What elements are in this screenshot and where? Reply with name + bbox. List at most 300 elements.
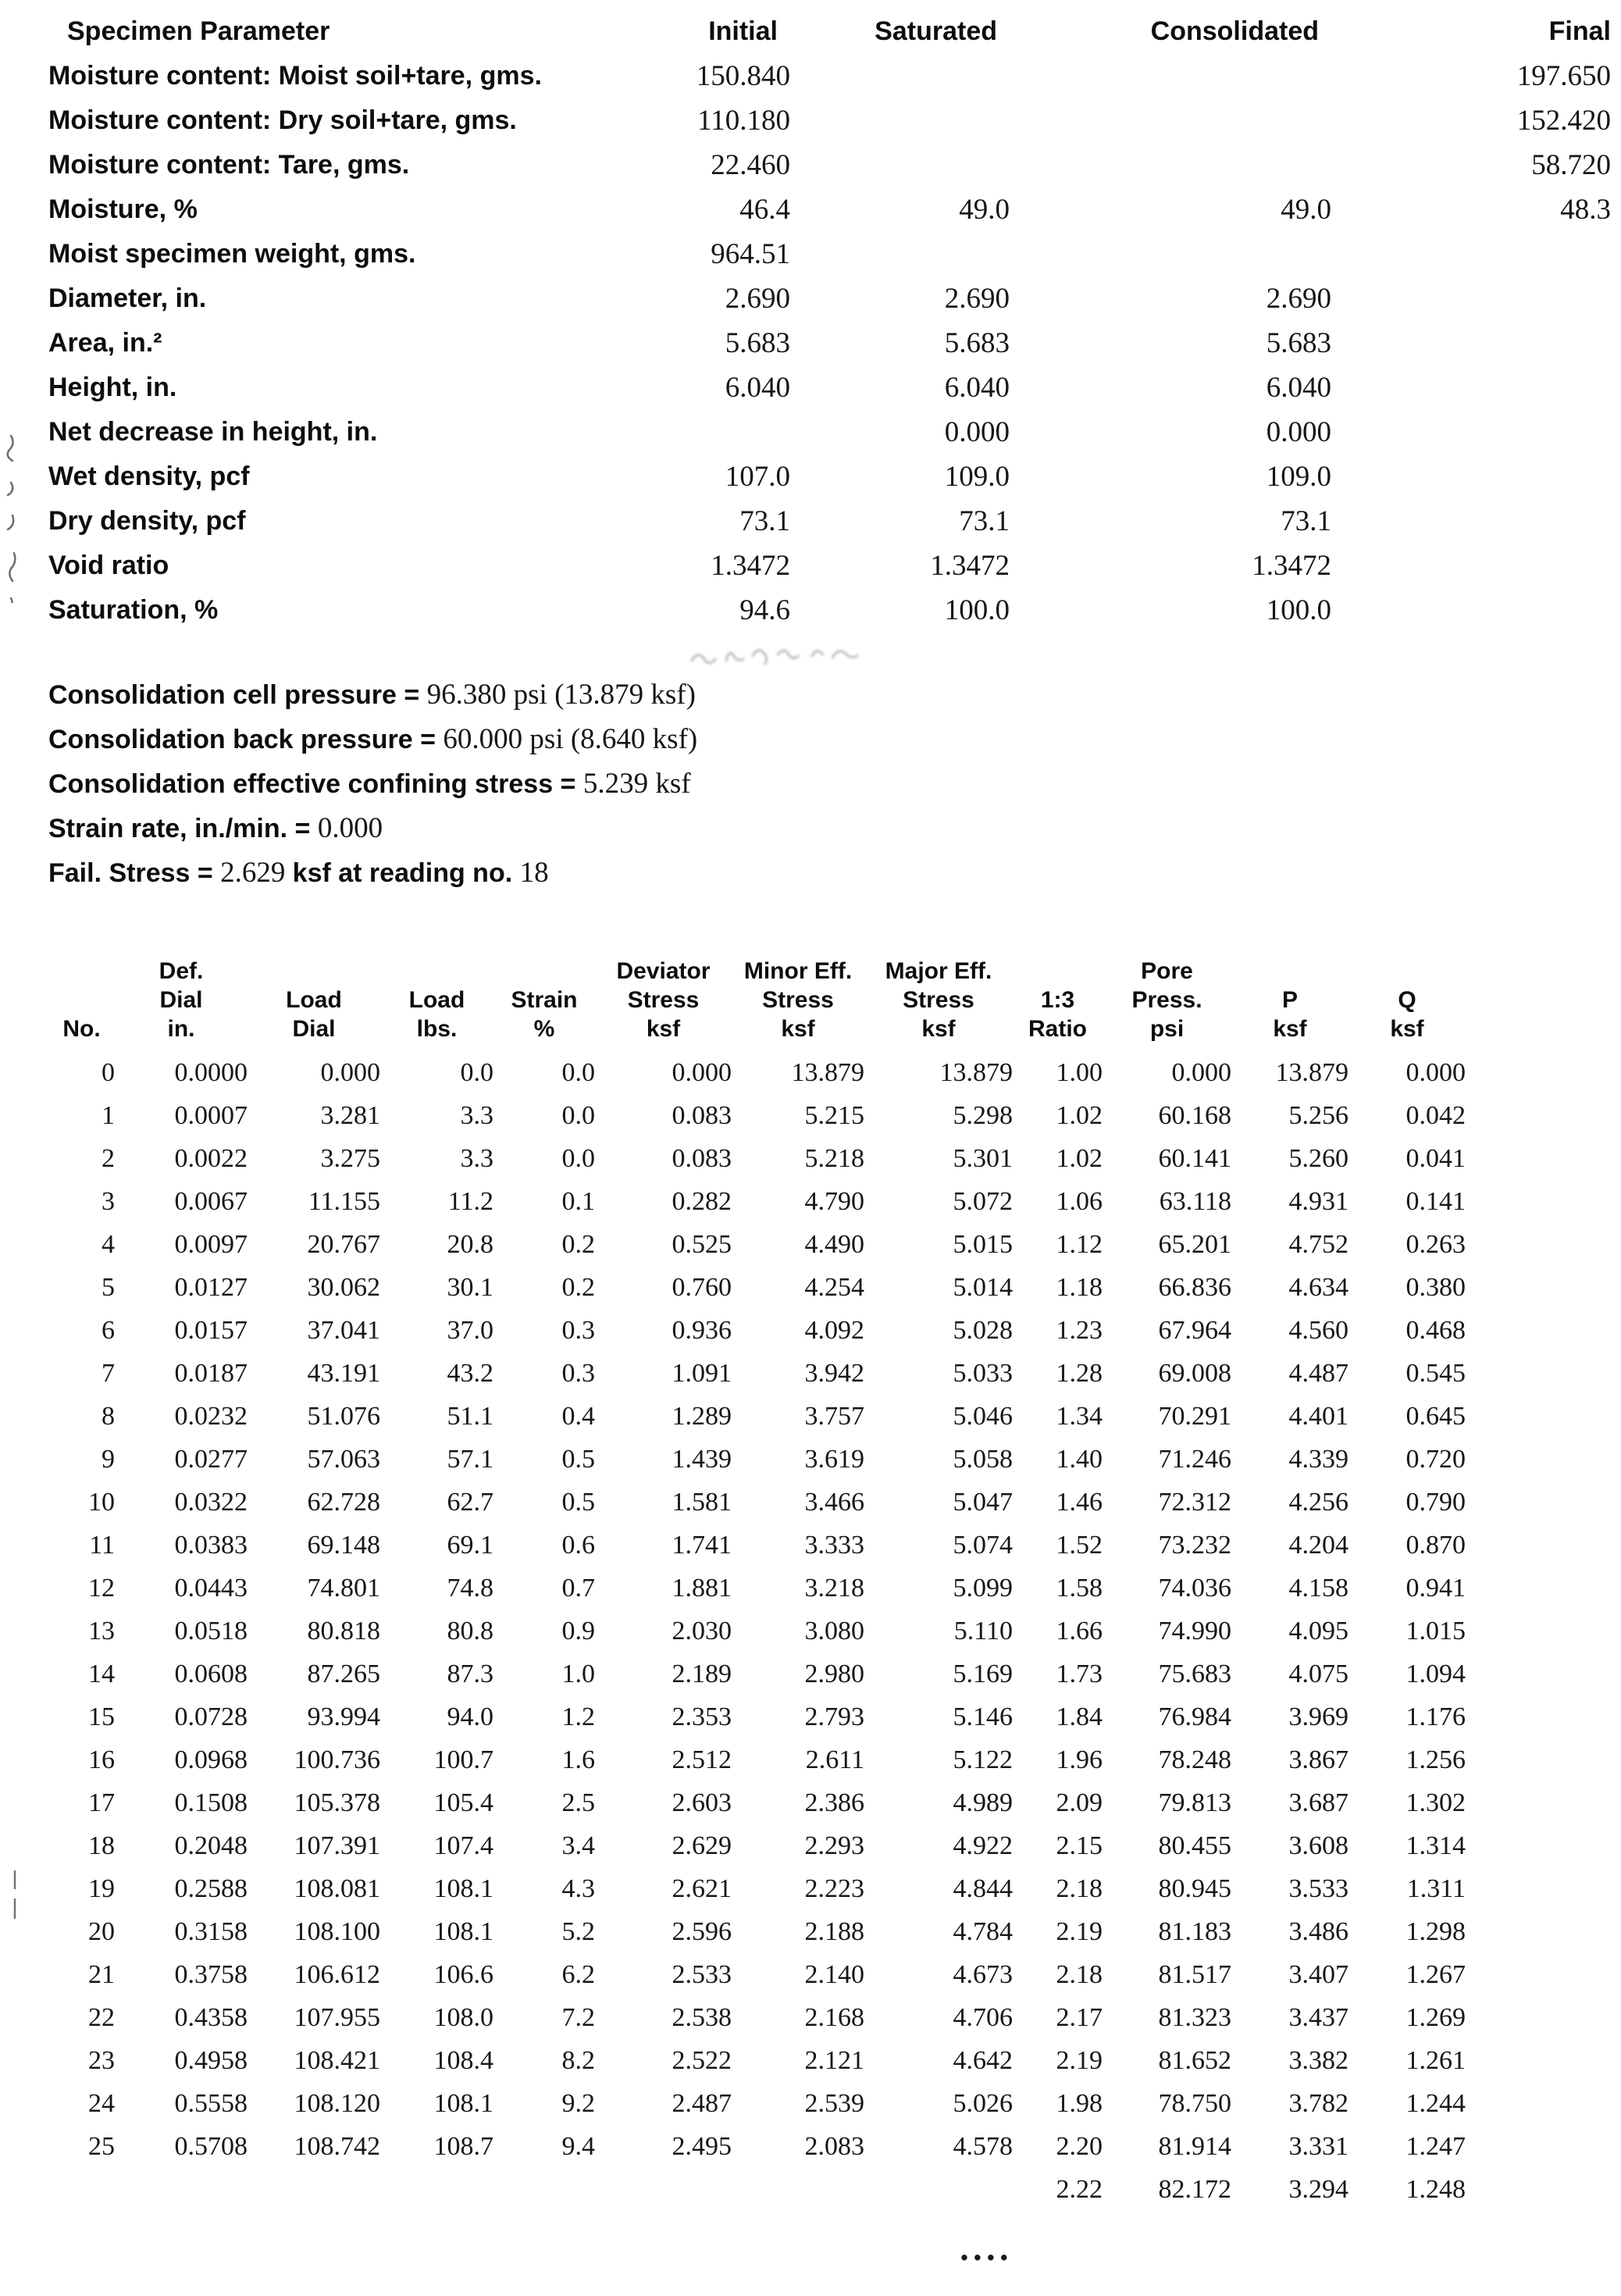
- reading-cell: 3.608: [1288, 1831, 1348, 1860]
- readings-body: [48, 1051, 1466, 2211]
- reading-cell: 2.522: [672, 2045, 732, 2075]
- spec-parameter-label: Moisture content: Moist soil+tare, gms.: [48, 61, 542, 91]
- reading-cell: 4.075: [1288, 1659, 1348, 1688]
- readings-header-row: [48, 957, 1466, 1051]
- readings-column-header: Pore Press. psi: [1131, 958, 1202, 1042]
- reading-cell: 2.09: [1056, 1788, 1103, 1817]
- spec-value-saturated: 100.0: [944, 594, 1010, 626]
- reading-cell: 20: [88, 1916, 115, 1946]
- scan-smudge-artifact: [686, 637, 904, 676]
- reading-cell: 13.879: [1275, 1057, 1348, 1087]
- reading-cell: 0.1: [561, 1186, 595, 1216]
- spec-value-initial: 150.840: [696, 60, 790, 92]
- spec-row: [48, 588, 1611, 633]
- reading-cell: 2: [102, 1143, 115, 1173]
- spec-value-initial: 964.51: [711, 238, 790, 270]
- consolidation-line: [48, 678, 697, 722]
- reading-cell: 0.0: [561, 1100, 595, 1130]
- scan-edge-artifact: [8, 1868, 22, 1923]
- reading-cell: 0.000: [320, 1057, 380, 1087]
- reading-cell: 0.545: [1405, 1358, 1466, 1388]
- reading-cell: 107.4: [433, 1831, 493, 1860]
- readings-row: [48, 1567, 1466, 1610]
- reading-cell: 1.581: [672, 1487, 732, 1517]
- reading-cell: 107.391: [294, 1831, 380, 1860]
- consolidation-label: Consolidation cell pressure =: [48, 680, 427, 710]
- reading-cell: 0.941: [1405, 1573, 1466, 1603]
- spec-value-initial: 5.683: [725, 327, 790, 359]
- reading-cell: 4.673: [953, 1959, 1013, 1989]
- reading-cell: 108.742: [294, 2131, 380, 2161]
- reading-cell: 2.19: [1056, 1916, 1103, 1946]
- reading-cell: 11.155: [308, 1186, 380, 1216]
- reading-cell: 11: [89, 1530, 115, 1560]
- reading-cell: 4.560: [1288, 1315, 1348, 1345]
- reading-cell: 4.3: [561, 1874, 595, 1903]
- spec-row: [48, 143, 1611, 187]
- reading-cell: 108.100: [294, 1916, 380, 1946]
- spec-value-final: [1331, 365, 1611, 410]
- reading-cell: 1.0: [561, 1659, 595, 1688]
- reading-cell: 0.4358: [174, 2002, 248, 2032]
- spec-value-consolidated: 1.3472: [1252, 550, 1331, 582]
- reading-cell: 3.969: [1288, 1702, 1348, 1731]
- reading-cell: 0.2048: [174, 1831, 248, 1860]
- reading-cell: 0.0728: [174, 1702, 248, 1731]
- reading-cell: 1.06: [1056, 1186, 1103, 1216]
- reading-cell: 1.84: [1056, 1702, 1103, 1731]
- readings-column-header: Strain %: [511, 987, 578, 1042]
- reading-cell: 0.0127: [174, 1272, 248, 1302]
- spec-value-initial: 107.0: [725, 461, 790, 493]
- readings-row: [48, 2168, 1466, 2211]
- spec-value-final: 48.3: [1560, 194, 1611, 226]
- reading-cell: 60.168: [1158, 1100, 1231, 1130]
- readings-column-header: Deviator Stress ksf: [616, 958, 711, 1042]
- reading-cell: 5.014: [953, 1272, 1013, 1302]
- readings-row: [48, 1395, 1466, 1438]
- reading-cell: 20.8: [447, 1229, 493, 1259]
- reading-cell: 3.619: [804, 1444, 864, 1474]
- reading-cell: 4.706: [953, 2002, 1013, 2032]
- reading-cell: 4.490: [804, 1229, 864, 1259]
- spec-value-final: [1331, 455, 1611, 499]
- reading-cell: 1.52: [1056, 1530, 1103, 1560]
- readings-row: [48, 1223, 1466, 1266]
- readings-column-header: 1:3 Ratio: [1028, 987, 1087, 1042]
- spec-value-consolidated: 2.690: [1266, 283, 1331, 315]
- spec-value-consolidated: 49.0: [1281, 194, 1331, 226]
- reading-cell: 4.752: [1288, 1229, 1348, 1259]
- reading-cell: 3.281: [320, 1100, 380, 1130]
- reading-cell: 0.3: [561, 1315, 595, 1345]
- consolidation-label: Consolidation back pressure =: [48, 725, 444, 754]
- reading-cell: 1.28: [1056, 1358, 1103, 1388]
- reading-cell: 43.191: [307, 1358, 380, 1388]
- consolidation-label: ksf at reading no.: [292, 858, 520, 888]
- readings-row: [48, 1781, 1466, 1824]
- reading-cell: 0.525: [672, 1229, 732, 1259]
- spec-value-saturated: [790, 98, 1010, 143]
- reading-cell: 4.922: [953, 1831, 1013, 1860]
- reading-cell: 2.223: [804, 1874, 864, 1903]
- reading-cell: 9: [102, 1444, 115, 1474]
- reading-cell: 8.2: [561, 2045, 595, 2075]
- reading-cell: [248, 2168, 380, 2211]
- reading-cell: 1.73: [1056, 1659, 1103, 1688]
- readings-row: [48, 1738, 1466, 1781]
- spec-value-initial: 73.1: [739, 505, 790, 537]
- readings-row: [48, 1137, 1466, 1180]
- reading-cell: [48, 2168, 115, 2211]
- reading-cell: 0.263: [1405, 1229, 1466, 1259]
- reading-cell: 3.533: [1288, 1874, 1348, 1903]
- reading-cell: 4.487: [1288, 1358, 1348, 1388]
- reading-cell: 1.58: [1056, 1573, 1103, 1603]
- reading-cell: 1.12: [1056, 1229, 1103, 1259]
- reading-cell: 12: [88, 1573, 115, 1603]
- reading-cell: 0.6: [561, 1530, 595, 1560]
- reading-cell: 2.5: [561, 1788, 595, 1817]
- reading-cell: 0.760: [672, 1272, 732, 1302]
- reading-cell: 13: [88, 1616, 115, 1645]
- consolidation-line: [48, 767, 697, 811]
- reading-cell: 0.3: [561, 1358, 595, 1388]
- scan-edge-artifact: [2, 431, 22, 603]
- reading-cell: 4.634: [1288, 1272, 1348, 1302]
- reading-cell: 1.34: [1056, 1401, 1103, 1431]
- spec-value-initial: 94.6: [739, 594, 790, 626]
- spec-value-initial: 110.180: [697, 105, 790, 137]
- spec-row: [48, 232, 1611, 276]
- spec-value-saturated: 0.000: [944, 416, 1010, 448]
- reading-cell: 1.66: [1056, 1616, 1103, 1645]
- reading-cell: 75.683: [1158, 1659, 1231, 1688]
- reading-cell: 81.323: [1158, 2002, 1231, 2032]
- reading-cell: 0.720: [1405, 1444, 1466, 1474]
- reading-cell: 15: [88, 1702, 115, 1731]
- reading-cell: 2.083: [804, 2131, 864, 2161]
- reading-cell: 13.879: [939, 1057, 1013, 1087]
- reading-cell: 70.291: [1158, 1401, 1231, 1431]
- reading-cell: 2.22: [1056, 2174, 1103, 2204]
- reading-cell: 13.879: [791, 1057, 864, 1087]
- reading-cell: 51.1: [447, 1401, 493, 1431]
- reading-cell: 5.146: [953, 1702, 1013, 1731]
- spec-row: [48, 365, 1611, 410]
- reading-cell: 0.0: [561, 1143, 595, 1173]
- reading-cell: 1.256: [1405, 1745, 1466, 1774]
- spec-value-saturated: [790, 232, 1010, 276]
- spec-parameter-label: Height, in.: [48, 373, 177, 402]
- reading-cell: 87.3: [447, 1659, 493, 1688]
- consolidation-label: Strain rate, in./min. =: [48, 814, 318, 843]
- reading-cell: 3.3: [460, 1100, 493, 1130]
- spec-value-final: [1331, 544, 1611, 588]
- spec-row: [48, 455, 1611, 499]
- reading-cell: 3.382: [1288, 2045, 1348, 2075]
- reading-cell: 4.092: [804, 1315, 864, 1345]
- spec-value-final: [1331, 499, 1611, 544]
- reading-cell: 0.9: [561, 1616, 595, 1645]
- reading-cell: 76.984: [1158, 1702, 1231, 1731]
- reading-cell: 0.5: [561, 1444, 595, 1474]
- reading-cell: [493, 2168, 595, 2211]
- readings-column-header: Def. Dial in.: [159, 958, 204, 1042]
- reading-cell: 2.512: [672, 1745, 732, 1774]
- reading-cell: 1.311: [1406, 1874, 1466, 1903]
- reading-cell: 5: [102, 1272, 115, 1302]
- reading-cell: 0.4958: [174, 2045, 248, 2075]
- spec-value-saturated: [790, 54, 1010, 98]
- reading-cell: 1.248: [1405, 2174, 1466, 2204]
- reading-cell: 0.0022: [174, 1143, 248, 1173]
- readings-row: [48, 1867, 1466, 1910]
- reading-cell: 0.1508: [174, 1788, 248, 1817]
- reading-cell: 2.140: [804, 1959, 864, 1989]
- spec-value-consolidated: 100.0: [1266, 594, 1331, 626]
- consolidation-value: 5.239 ksf: [582, 768, 691, 800]
- reading-cell: 17: [88, 1788, 115, 1817]
- reading-cell: 3.782: [1288, 2088, 1348, 2118]
- spec-parameter-label: Moisture content: Dry soil+tare, gms.: [48, 105, 517, 135]
- reading-cell: 0.5708: [174, 2131, 248, 2161]
- reading-cell: 1.40: [1056, 1444, 1103, 1474]
- reading-cell: 0.083: [672, 1143, 732, 1173]
- reading-cell: 0.5558: [174, 2088, 248, 2118]
- reading-cell: 4.642: [953, 2045, 1013, 2075]
- reading-cell: 0.790: [1405, 1487, 1466, 1517]
- reading-cell: 0.042: [1405, 1100, 1466, 1130]
- reading-cell: 4.339: [1288, 1444, 1348, 1474]
- readings-column-header: P ksf: [1273, 987, 1307, 1042]
- reading-cell: 23: [88, 2045, 115, 2075]
- spec-value-final: [1331, 321, 1611, 365]
- reading-cell: 7: [102, 1358, 115, 1388]
- reading-cell: 74.8: [447, 1573, 493, 1603]
- reading-cell: 21: [88, 1959, 115, 1989]
- spec-parameter-label: Net decrease in height, in.: [48, 417, 378, 447]
- reading-cell: 4.844: [953, 1874, 1013, 1903]
- reading-cell: 81.183: [1158, 1916, 1231, 1946]
- specimen-parameters-table: [48, 9, 1611, 633]
- reading-cell: 0.0: [460, 1057, 493, 1087]
- reading-cell: 0.468: [1405, 1315, 1466, 1345]
- consolidation-value: 0.000: [317, 812, 383, 844]
- reading-cell: 1.091: [672, 1358, 732, 1388]
- consolidation-value: 96.380 psi (13.879 ksf): [426, 679, 696, 711]
- spec-value-consolidated: [1010, 143, 1331, 187]
- reading-cell: 18: [88, 1831, 115, 1860]
- reading-cell: 0.0097: [174, 1229, 248, 1259]
- reading-cell: 2.629: [672, 1831, 732, 1860]
- reading-cell: [864, 2168, 1013, 2211]
- reading-cell: 1: [102, 1100, 115, 1130]
- reading-cell: 3.333: [804, 1530, 864, 1560]
- reading-cell: 5.047: [953, 1487, 1013, 1517]
- reading-cell: 87.265: [307, 1659, 380, 1688]
- reading-cell: 3.437: [1288, 2002, 1348, 2032]
- reading-cell: [115, 2168, 248, 2211]
- reading-cell: 1.98: [1056, 2088, 1103, 2118]
- spec-row: [48, 410, 1611, 455]
- reading-cell: 69.1: [447, 1530, 493, 1560]
- reading-cell: 0.0007: [174, 1100, 248, 1130]
- reading-cell: 105.4: [433, 1788, 493, 1817]
- reading-cell: 4.790: [804, 1186, 864, 1216]
- reading-cell: 5.028: [953, 1315, 1013, 1345]
- reading-cell: 5.260: [1288, 1143, 1348, 1173]
- reading-cell: 43.2: [447, 1358, 493, 1388]
- reading-cell: 80.455: [1158, 1831, 1231, 1860]
- reading-cell: 51.076: [307, 1401, 380, 1431]
- reading-cell: 2.539: [804, 2088, 864, 2118]
- consolidation-value: 60.000 psi (8.640 ksf): [443, 723, 698, 755]
- reading-cell: 2.20: [1056, 2131, 1103, 2161]
- reading-cell: 1.2: [561, 1702, 595, 1731]
- consolidation-value: 2.629: [220, 857, 293, 889]
- readings-column-header: Load Dial: [286, 987, 342, 1042]
- reading-cell: 5.218: [804, 1143, 864, 1173]
- reading-cell: 0.000: [672, 1057, 732, 1087]
- reading-cell: 107.955: [294, 2002, 380, 2032]
- reading-cell: 106.612: [294, 1959, 380, 1989]
- reading-cell: 4.578: [953, 2131, 1013, 2161]
- consolidation-label: Fail. Stress =: [48, 858, 221, 888]
- reading-cell: 0.0187: [174, 1358, 248, 1388]
- reading-cell: 6.2: [561, 1959, 595, 1989]
- reading-cell: 0.282: [672, 1186, 732, 1216]
- reading-cell: 1.302: [1405, 1788, 1466, 1817]
- reading-cell: 1.015: [1405, 1616, 1466, 1645]
- reading-cell: 3: [102, 1186, 115, 1216]
- readings-row: [48, 1266, 1466, 1309]
- reading-cell: 4.158: [1288, 1573, 1348, 1603]
- reading-cell: 3.942: [804, 1358, 864, 1388]
- spec-value-initial: 6.040: [725, 372, 790, 404]
- spec-parameter-label: Diameter, in.: [48, 283, 207, 313]
- reading-cell: 6: [102, 1315, 115, 1345]
- readings-row: [48, 1695, 1466, 1738]
- reading-cell: 1.298: [1405, 1916, 1466, 1946]
- reading-cell: 2.621: [672, 1874, 732, 1903]
- reading-cell: 1.267: [1405, 1959, 1466, 1989]
- reading-cell: 2.18: [1056, 1959, 1103, 1989]
- reading-cell: 5.256: [1288, 1100, 1348, 1130]
- spec-value-consolidated: 5.683: [1266, 327, 1331, 359]
- reading-cell: 4.254: [804, 1272, 864, 1302]
- spec-value-consolidated: [1010, 98, 1331, 143]
- reading-cell: 62.728: [307, 1487, 380, 1517]
- reading-cell: 3.466: [804, 1487, 864, 1517]
- reading-cell: 2.18: [1056, 1874, 1103, 1903]
- spec-value-initial: 46.4: [739, 194, 790, 226]
- reading-cell: 8: [102, 1401, 115, 1431]
- reading-cell: 0.0157: [174, 1315, 248, 1345]
- reading-cell: 0.7: [561, 1573, 595, 1603]
- consolidation-summary: [48, 678, 697, 900]
- readings-table: [48, 957, 1466, 2211]
- reading-cell: 9.4: [561, 2131, 595, 2161]
- reading-cell: 57.1: [447, 1444, 493, 1474]
- spec-header-parameter: Specimen Parameter: [67, 16, 330, 46]
- reading-cell: 22: [88, 2002, 115, 2032]
- reading-cell: 4.401: [1288, 1401, 1348, 1431]
- reading-cell: 0.0443: [174, 1573, 248, 1603]
- reading-cell: 11.2: [447, 1186, 493, 1216]
- readings-row: [48, 2039, 1466, 2082]
- spec-parameter-label: Void ratio: [48, 551, 169, 580]
- reading-cell: 5.074: [953, 1530, 1013, 1560]
- spec-parameter-label: Area, in.²: [48, 328, 162, 358]
- reading-cell: 2.611: [805, 1745, 864, 1774]
- reading-cell: 0.5: [561, 1487, 595, 1517]
- spec-parameter-label: Moisture, %: [48, 194, 198, 224]
- reading-cell: 5.026: [953, 2088, 1013, 2118]
- reading-cell: 93.994: [307, 1702, 380, 1731]
- reading-cell: 3.331: [1288, 2131, 1348, 2161]
- reading-cell: 80.945: [1158, 1874, 1231, 1903]
- readings-row: [48, 1438, 1466, 1481]
- reading-cell: 5.072: [953, 1186, 1013, 1216]
- readings-row: [48, 2125, 1466, 2168]
- reading-cell: 57.063: [307, 1444, 380, 1474]
- reading-cell: 2.495: [672, 2131, 732, 2161]
- reading-cell: 10: [88, 1487, 115, 1517]
- reading-cell: 2.19: [1056, 2045, 1103, 2075]
- reading-cell: 0.936: [672, 1315, 732, 1345]
- readings-column-header: Load lbs.: [408, 987, 465, 1042]
- reading-cell: 108.1: [433, 1874, 493, 1903]
- reading-cell: 2.596: [672, 1916, 732, 1946]
- reading-cell: 106.6: [433, 1959, 493, 1989]
- spec-row: [48, 54, 1611, 98]
- spec-parameter-label: Moist specimen weight, gms.: [48, 239, 416, 269]
- spec-row: [48, 98, 1611, 143]
- readings-column-header: Q ksf: [1390, 987, 1424, 1042]
- reading-cell: 0: [102, 1057, 115, 1087]
- spec-value-saturated: [790, 143, 1010, 187]
- reading-cell: 67.964: [1158, 1315, 1231, 1345]
- reading-cell: 14: [88, 1659, 115, 1688]
- reading-cell: 108.081: [294, 1874, 380, 1903]
- spec-value-saturated: 5.683: [944, 327, 1010, 359]
- reading-cell: 5.298: [953, 1100, 1013, 1130]
- readings-row: [48, 1953, 1466, 1996]
- readings-row: [48, 1180, 1466, 1223]
- readings-row: [48, 1352, 1466, 1395]
- reading-cell: 4.989: [953, 1788, 1013, 1817]
- reading-cell: 105.378: [294, 1788, 380, 1817]
- reading-cell: [595, 2168, 732, 2211]
- reading-cell: 4.256: [1288, 1487, 1348, 1517]
- reading-cell: 63.118: [1159, 1186, 1231, 1216]
- reading-cell: 2.533: [672, 1959, 732, 1989]
- spec-parameter-label: Moisture content: Tare, gms.: [48, 150, 410, 180]
- spec-value-saturated: 49.0: [959, 194, 1010, 226]
- reading-cell: 3.218: [804, 1573, 864, 1603]
- spec-header-saturated: Saturated: [875, 16, 997, 46]
- reading-cell: 0.380: [1405, 1272, 1466, 1302]
- reading-cell: 0.041: [1405, 1143, 1466, 1173]
- reading-cell: 2.168: [804, 2002, 864, 2032]
- reading-cell: 108.1: [433, 1916, 493, 1946]
- spec-value-final: [1331, 276, 1611, 321]
- reading-cell: 0.645: [1405, 1401, 1466, 1431]
- reading-cell: 81.517: [1158, 1959, 1231, 1989]
- reading-cell: 74.990: [1158, 1616, 1231, 1645]
- reading-cell: 0.3158: [174, 1916, 248, 1946]
